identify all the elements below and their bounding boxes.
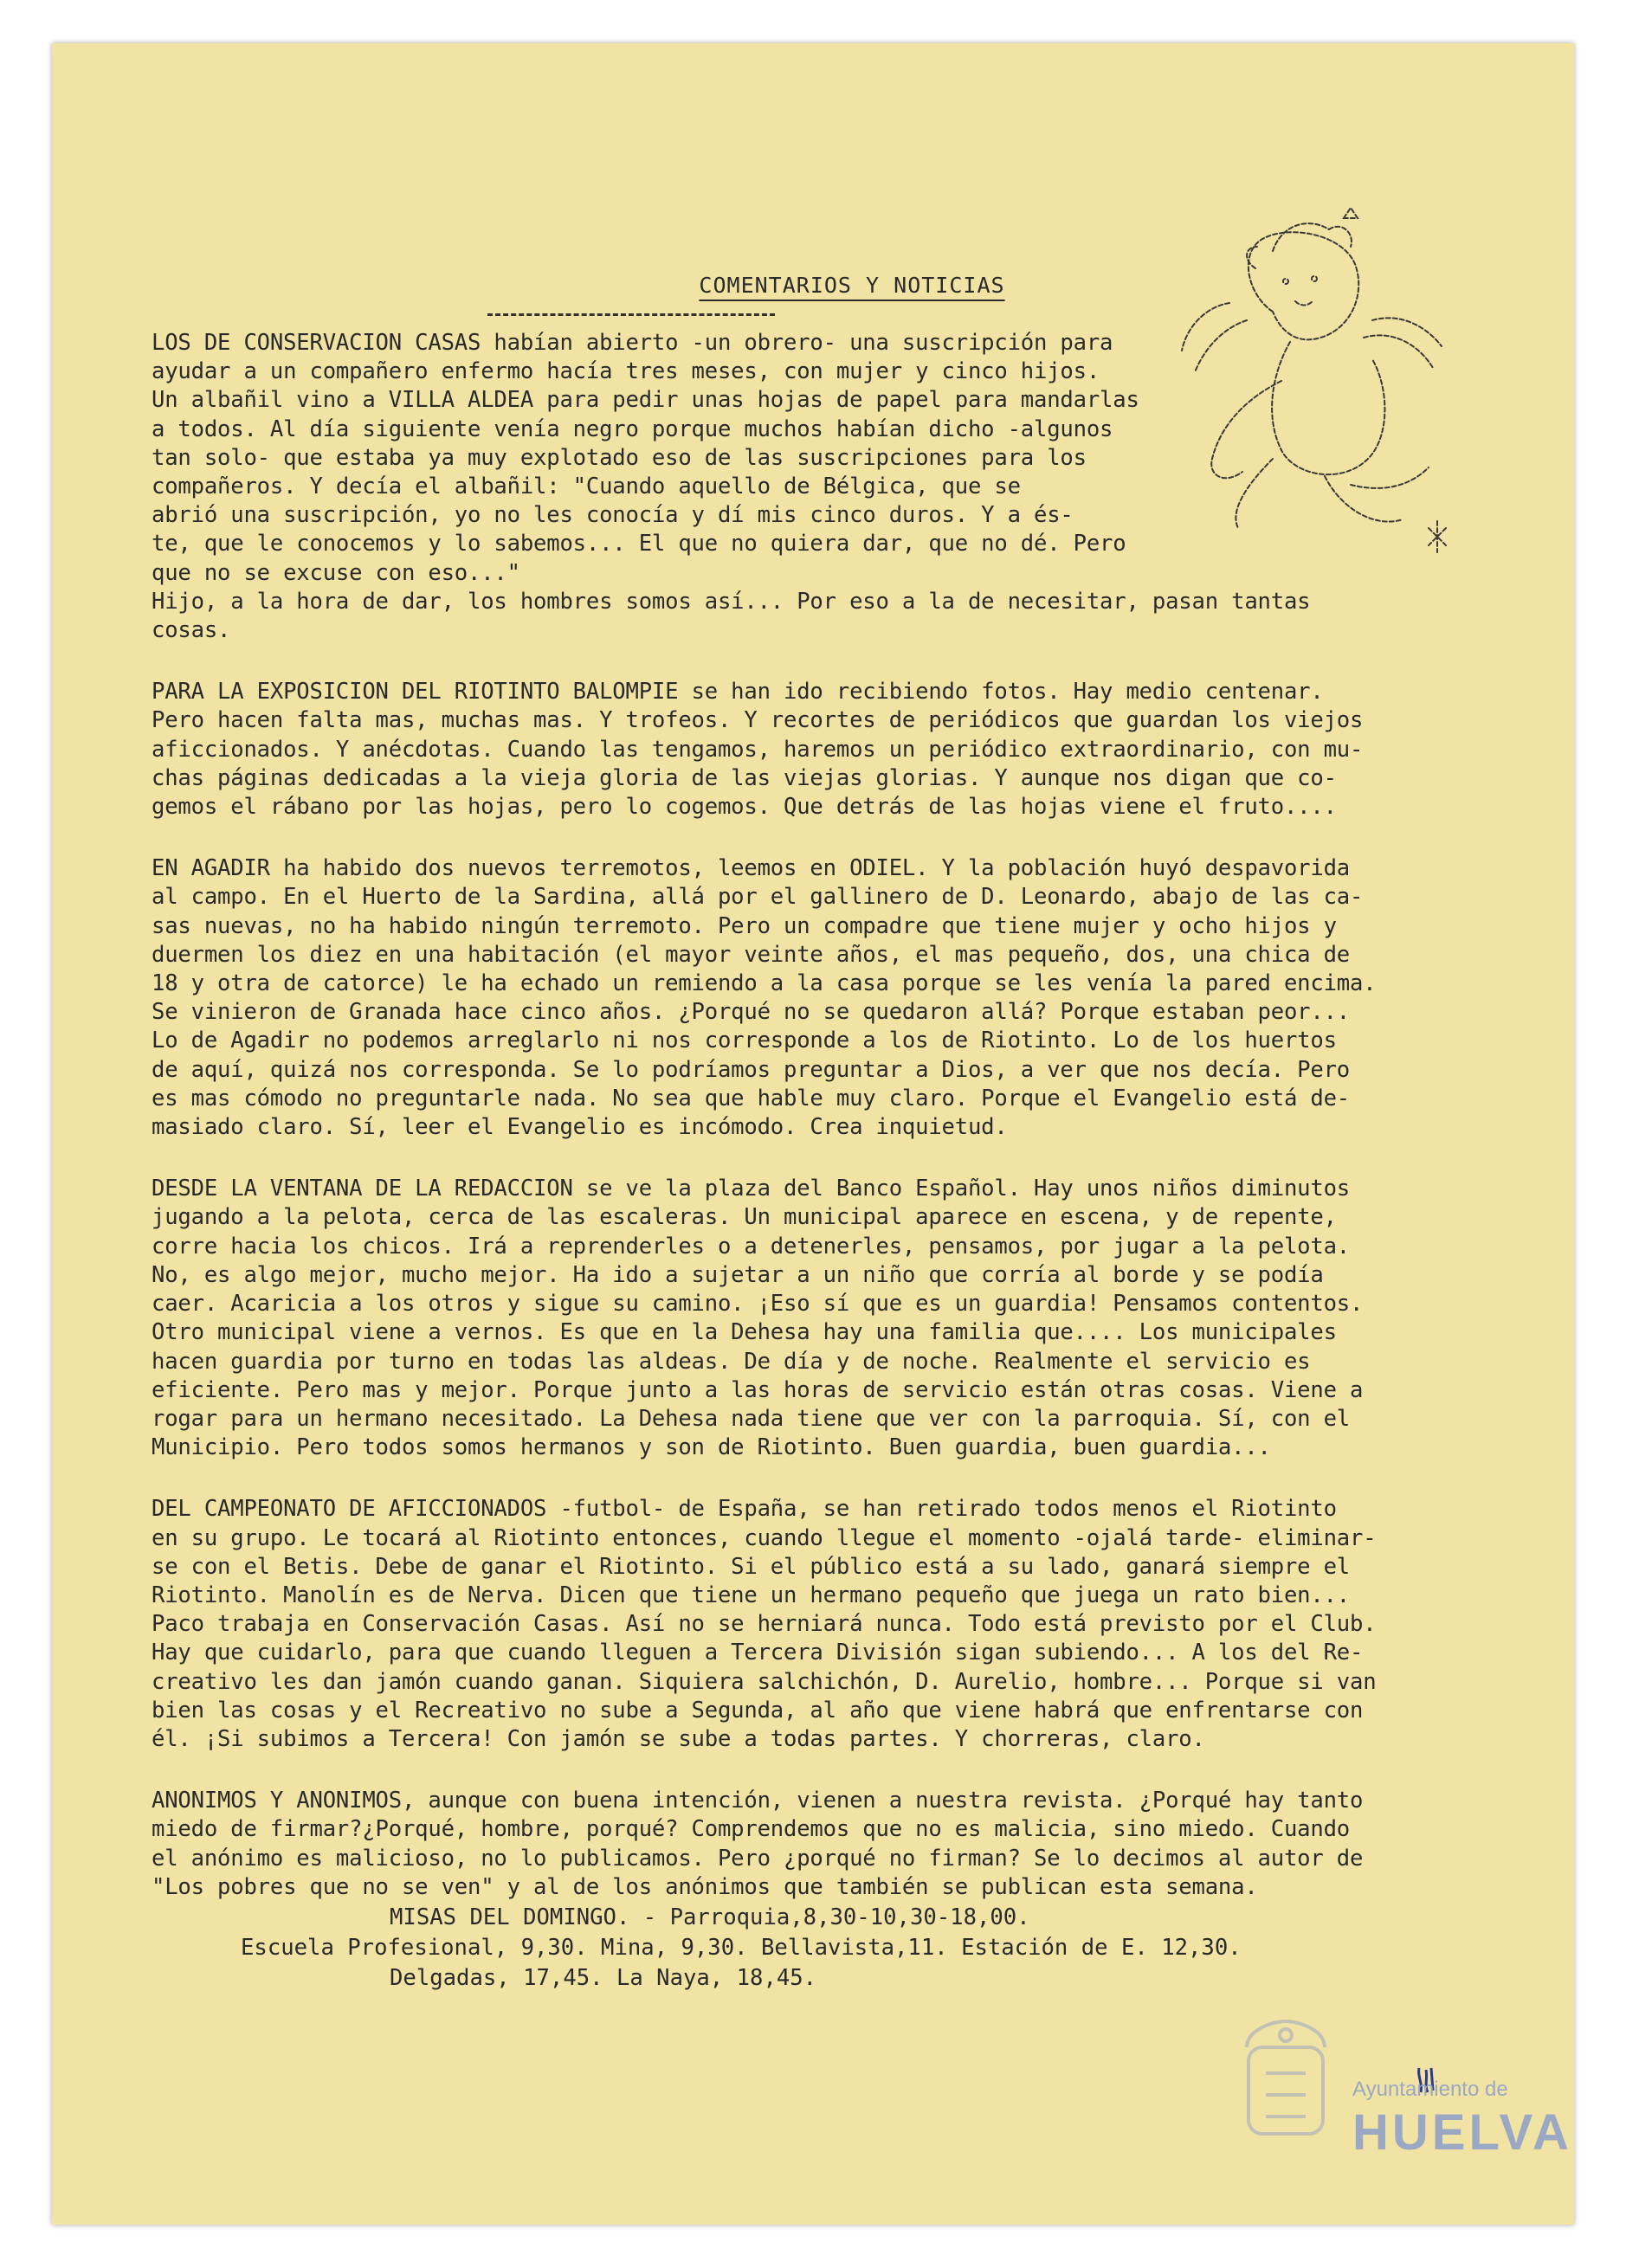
paragraph-conservacion [152,329,1511,645]
article-body [152,329,1511,1935]
text-line: Un albañil vino a VILLA ALDEA para pedir unas hojas de papel para mandarlas [152,387,1139,414]
text-line: aficcionados. Y anécdotas. Cuando las tengamos, haremos un periódico extraordinario, con mu- [152,736,1364,763]
text-line: abrió una suscripción, yo no les conocía y dí mis cinco duros. Y a és- [152,502,1074,529]
text-line: te, que le conocemos y lo sabemos... El que no quiera dar, que no dé. Pero [152,531,1126,557]
text-line: bien las cosas y el Recreativo no sube a Segunda, al año que viene habrá que enfrentarse con [152,1697,1364,1724]
text-line: hacen guardia por turno en todas las aldeas. De día y de noche. Realmente el servicio es [152,1348,1311,1375]
text-line: Hijo, a la hora de dar, los hombres somos así... Por eso a la de necesitar, pasan tantas [152,588,1311,615]
text-line: tan solo- que estaba ya muy explotado eso de las suscripciones para los [152,444,1087,471]
text-line: rogar para un hermano necesitado. La Dehesa nada tiene que ver con la parroquia. Sí, con el [152,1405,1350,1432]
text-line: Se vinieron de Granada hace cinco años. ¿Porqué no se quedaron allá? Porque estaban peor... [152,999,1350,1026]
paragraph-ventana [152,1175,1511,1462]
text-line: ayudar a un compañero enfermo hacía tres meses, con mujer y cinco hijos. [152,358,1100,385]
text-line: DESDE LA VENTANA DE LA REDACCION se ve la plaza del Banco Español. Hay unos niños diminutos [152,1176,1350,1202]
mass-line: Delgadas, 17,45. La Naya, 18,45. [390,1965,817,1991]
text-line: se con el Betis. Debe de ganar el Riotinto. Si el público está a su lado, ganará siempre el [152,1553,1350,1580]
paragraph-campeonato [152,1495,1511,1754]
mass-line: MISAS DEL DOMINGO. - Parroquia,8,30-10,30-18,00. [390,1904,1030,1930]
text-line: gemos el rábano por las hojas, pero lo cogemos. Que detrás de las hojas viene el fruto.... [152,794,1337,821]
paragraph-exposicion [152,678,1511,822]
text-line: caer. Acaricia a los otros y sigue su camino. ¡Eso sí que es un guardia! Pensamos contentos. [152,1291,1364,1318]
text-line: al campo. En el Huerto de la Sardina, allá por el gallinero de D. Leonardo, abajo de las ca- [152,884,1364,911]
text-line: Lo de Agadir no podemos arreglarlo ni nos corresponde a los de Riotinto. Lo de los huertos [152,1028,1337,1054]
text-line: compañeros. Y decía el albañil: "Cuando aquello de Bélgica, que se [152,474,1021,500]
text-line: Paco trabaja en Conservación Casas. Así no se herniará nunca. Todo está previsto por el Club. [152,1611,1377,1638]
text-line: Hay que cuidarlo, para que cuando lleguen a Tercera División sigan subiendo... A los del Re- [152,1640,1364,1666]
watermark-subtitle: Ayuntamiento de [1352,2078,1508,2101]
text-line: PARA LA EXPOSICION DEL RIOTINTO BALOMPIE se han ido recibiendo fotos. Hay medio centenar. [152,679,1324,706]
text-line: duermen los diez en una habitación (el mayor veinte años, el mas pequeño, dos, una chica de [152,941,1350,968]
watermark-name: HUELVA [1352,2104,1572,2161]
paragraph-anonimos [152,1787,1511,1902]
text-line: eficiente. Pero mas y mejor. Porque junto a las horas de servicio están otras cosas. Viene a [152,1376,1364,1403]
text-line: chas páginas dedicadas a la vieja gloria de las viejas glorias. Y aunque nos digan que co- [152,764,1337,791]
text-line: que no se excuse con eso..." [152,559,520,586]
text-line: Municipio. Pero todos somos hermanos y son de Riotinto. Buen guardia, buen guardia... [152,1434,1271,1461]
text-line: en su grupo. Le tocará al Riotinto entonces, cuando llegue el momento -ojalá tarde- eliminar- [152,1524,1377,1551]
text-line: LOS DE CONSERVACION CASAS habían abierto -un obrero- una suscripción para [152,330,1113,356]
text-line: es mas cómodo no preguntarle nada. No sea que hable muy claro. Porque el Evangelio está de- [152,1085,1350,1111]
title-underline [487,313,775,316]
text-line: miedo de firmar?¿Porqué, hombre, porqué? Comprendemos que no es malicia, sino miedo. Cuando [152,1816,1350,1843]
text-line: él. ¡Si subimos a Tercera! Con jamón se sube a todas partes. Y chorreras, claro. [152,1725,1205,1752]
text-line: de aquí, quizá nos corresponda. Se lo podríamos preguntar a Dios, a ver que nos decía. Pero [152,1056,1350,1083]
document-page [52,43,1574,2225]
text-line: Riotinto. Manolín es de Nerva. Dicen que tiene un hermano pequeño que juega un rato bien... [152,1582,1350,1608]
text-line: cosas. [152,617,231,644]
page-title: COMENTARIOS Y NOTICIAS [699,273,1005,298]
text-line: DEL CAMPEONATO DE AFICCIONADOS -futbol- de España, se han retirado todos menos el Riotinto [152,1496,1337,1523]
text-line: ANONIMOS Y ANONIMOS, aunque con buena intención, vienen a nuestra revista. ¿Porqué hay tanto [152,1788,1364,1814]
paragraph-agadir [152,854,1511,1142]
text-line: masiado claro. Sí, leer el Evangelio es incómodo. Crea inquietud. [152,1114,1008,1141]
text-line: No, es algo mejor, mucho mejor. Ha ido a sujetar a un niño que corría al borde y se podía [152,1261,1324,1288]
text-line: "Los pobres que no se ven" y al de los anónimos que también se publican esta semana. [152,1873,1258,1900]
text-line: creativo les dan jamón cuando ganan. Siquiera salchichón, D. Aurelio, hombre... Porque si van [152,1668,1377,1695]
text-line: sas nuevas, no ha habido ningún terremoto. Pero un compadre que tiene mujer y ocho hijos y [152,912,1337,939]
mass-line: Escuela Profesional, 9,30. Mina, 9,30. Bellavista,11. Estación de E. 12,30. [241,1935,1242,1961]
mass-schedule [52,1903,1574,1994]
text-line: el anónimo es malicioso, no lo publicamos. Pero ¿porqué no firman? Se lo decimos al autor de [152,1845,1364,1872]
text-line: a todos. Al día siguiente venía negro porque muchos habían dicho -algunos [152,416,1113,442]
text-line: corre hacia los chicos. Irá a reprenderles o a detenerles, pensamos, por jugar a la pelota. [152,1233,1350,1260]
text-line: EN AGADIR ha habido dos nuevos terremotos, leemos en ODIEL. Y la población huyó despavorida [152,855,1350,882]
text-line: 18 y otra de catorce) le ha echado un remiendo a la casa porque se les venía la pared encima. [152,970,1377,997]
text-line: Pero hacen falta mas, muchas mas. Y trofeos. Y recortes de periódicos que guardan los viejos [152,707,1364,734]
text-line: jugando a la pelota, cerca de las escaleras. Un municipal aparece en escena, y de repente, [152,1204,1337,1231]
text-line: Otro municipal viene a vernos. Es que en la Dehesa hay una familia que.... Los municipales [152,1319,1337,1346]
watermark-stamp [1352,2078,1572,2162]
